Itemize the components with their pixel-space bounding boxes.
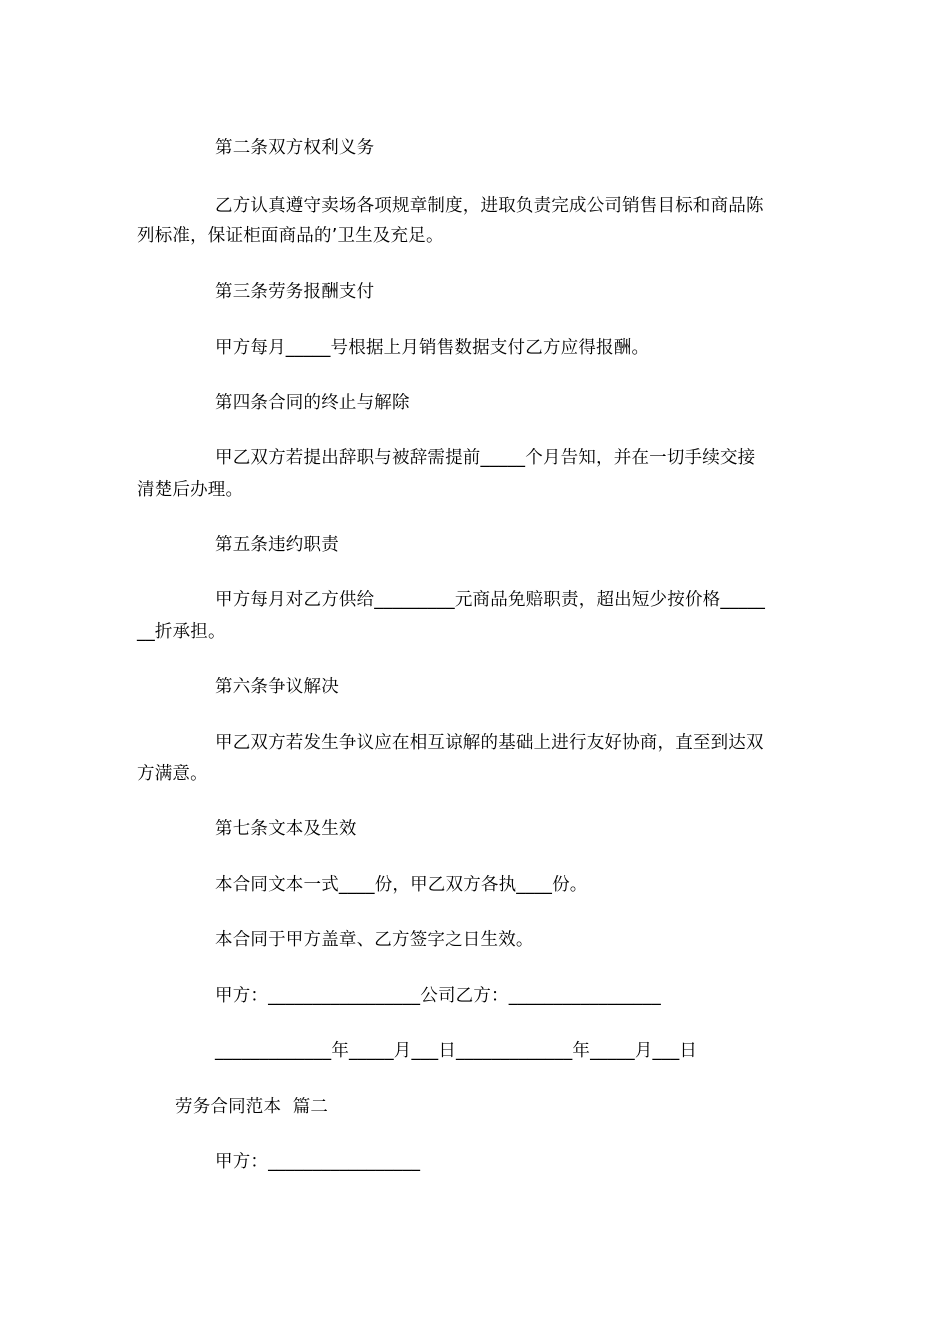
article-4-body-line-1: 甲乙双方若提出辞职与被辞需提前_____个月告知，并在一切手续交接 (215, 448, 756, 468)
article-5-body-line-2: __折承担。 (137, 622, 226, 642)
date-line: _____________年_____月___日_____________年_____月___日 (215, 1041, 698, 1061)
article-2-heading: 第二条双方权利义务 (215, 138, 375, 158)
article-3-heading: 第三条劳务报酬支付 (215, 282, 375, 302)
party-a-line: 甲方：_________________ (215, 1152, 421, 1172)
article-7-body-line-2: 本合同于甲方盖章、乙方签字之日生效。 (215, 930, 534, 950)
article-4-heading: 第四条合同的终止与解除 (215, 393, 410, 413)
article-6-heading: 第六条争议解决 (215, 677, 339, 697)
article-5-body-line-1: 甲方每月对乙方供给_________元商品免赔职责，超出短少按价格_____ (215, 590, 766, 610)
article-2-body-line-2: 列标准，保证柜面商品的’卫生及充足。 (137, 226, 444, 246)
article-4-body-line-2: 清楚后办理。 (137, 480, 244, 500)
article-7-body-line-1: 本合同文本一式____份，甲乙双方各执____份。 (215, 875, 588, 895)
section-title: 劳务合同范本 篇二 (175, 1097, 329, 1117)
article-2-body-line-1: 乙方认真遵守卖场各项规章制度，进取负责完成公司销售目标和商品陈 (215, 196, 764, 216)
signature-line: 甲方：_________________公司乙方：_________________ (215, 986, 661, 1006)
article-6-body-line-1: 甲乙双方若发生争议应在相互谅解的基础上进行友好协商，直至到达双 (215, 733, 764, 753)
article-6-body-line-2: 方满意。 (137, 764, 208, 784)
article-5-heading: 第五条违约职责 (215, 535, 339, 555)
article-7-heading: 第七条文本及生效 (215, 819, 357, 839)
article-3-body: 甲方每月_____号根据上月销售数据支付乙方应得报酬。 (215, 338, 650, 358)
